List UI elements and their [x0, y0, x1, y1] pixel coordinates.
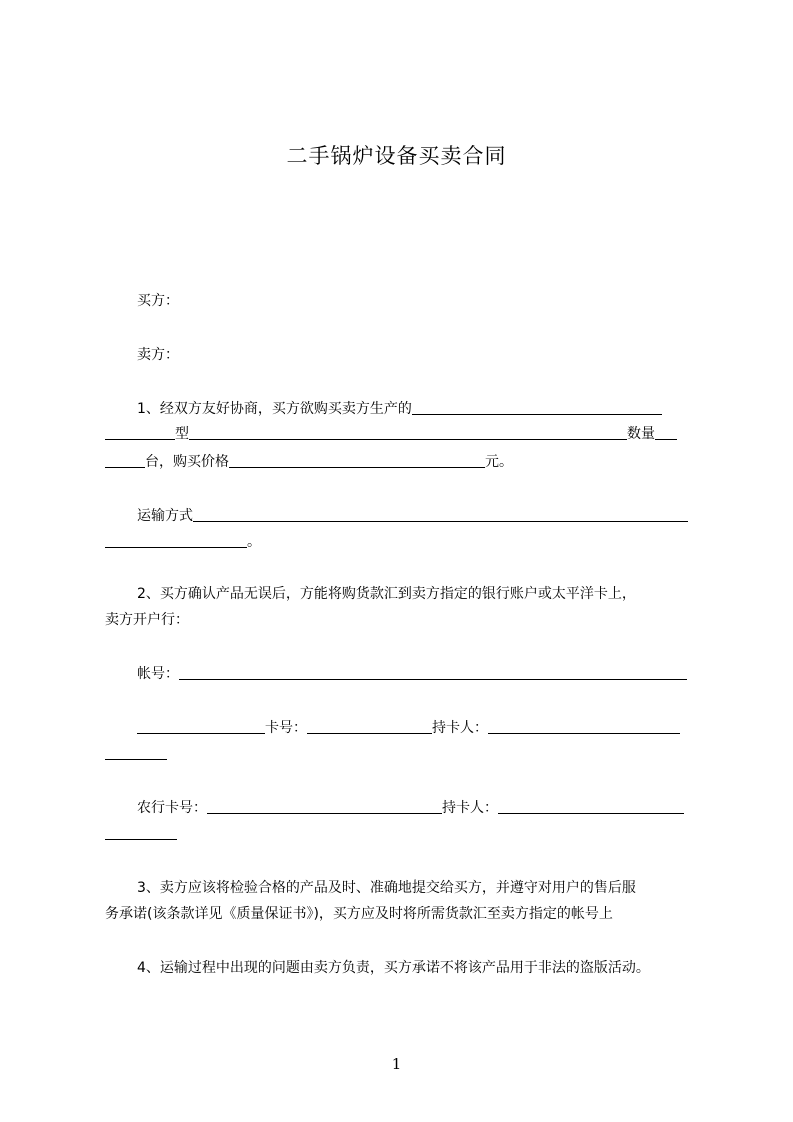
shipping-end: 。: [247, 534, 261, 550]
agri-card-line2: [105, 823, 705, 845]
price-blank: [229, 453, 485, 468]
account-line: [137, 663, 707, 685]
agri-holder-label: 持卡人：: [442, 800, 498, 816]
card-line1: [137, 717, 707, 739]
quantity-label: 数量: [627, 426, 655, 442]
shipping-label: 运输方式: [137, 508, 193, 524]
shipping-line2: [105, 531, 705, 553]
clause1-line1: [137, 398, 707, 420]
card-no-label: 卡号：: [265, 720, 307, 736]
card-line2: [105, 743, 705, 765]
model-suffix: 型: [175, 426, 189, 442]
account-blank: [179, 665, 687, 680]
price-text: 台，购买价格: [145, 454, 229, 470]
shipping-line1: [137, 505, 707, 527]
clause2-line1: 2、买方确认产品无误后，方能将购货款汇到卖方指定的银行账户或太平洋卡上，: [137, 586, 636, 602]
page-number: 1: [391, 1055, 402, 1073]
seller-label: 卖方：: [137, 347, 179, 363]
account-label: 帐号：: [137, 666, 179, 682]
agri-holder-blank-cont: [105, 825, 177, 840]
card-holder-blank: [488, 719, 680, 734]
clause1-line3: [105, 451, 705, 473]
agri-card-line1: [137, 797, 707, 819]
card-holder-blank-cont: [105, 745, 167, 760]
bank-blank: [137, 719, 265, 734]
buyer-label: 买方：: [137, 293, 179, 309]
shipping-blank-cont: [105, 533, 247, 548]
card-holder-label: 持卡人：: [432, 720, 488, 736]
product-blank: [412, 400, 662, 415]
clause2-line2: 卖方开户行：: [105, 612, 189, 628]
card-no-blank: [307, 719, 432, 734]
agri-card-blank: [207, 799, 442, 814]
model-blank: [189, 425, 627, 440]
clause3-line1: 3、卖方应该将检验合格的产品及时、准确地提交给买方，并遵守对用户的售后服: [137, 880, 636, 896]
clause3-line2: 务承诺(该条款详见《质量保证书》)，买方应及时将所需货款汇至卖方指定的帐号上: [105, 906, 613, 922]
agri-card-label: 农行卡号：: [137, 800, 207, 816]
clause1-line2: [105, 423, 705, 445]
contract-title: 二手锅炉设备买卖合同: [286, 144, 507, 168]
clause1-text: 1、经双方友好协商，买方欲购买卖方生产的: [137, 401, 412, 417]
model-prefix-blank: [105, 425, 175, 440]
shipping-blank: [193, 507, 688, 522]
agri-holder-blank: [498, 799, 684, 814]
quantity-blank: [655, 425, 677, 440]
clause4-line: 4、运输过程中出现的问题由卖方负责，买方承诺不将该产品用于非法的盗版活动。: [137, 960, 650, 976]
quantity-blank-cont: [105, 453, 145, 468]
currency-suffix: 元。: [485, 454, 513, 470]
